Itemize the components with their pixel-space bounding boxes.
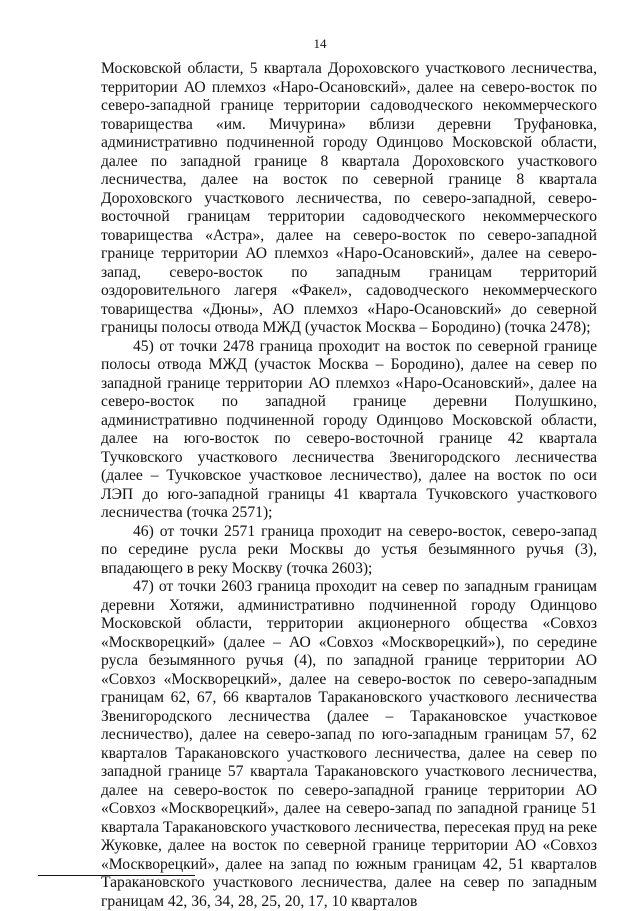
paragraph-item-46: 46) от точки 2571 граница проходит на северо-восток, северо-запад по середине русла реки Москвы до устья безымянного ручья (3), впадающего в реку Москву (точка 2603); [101,522,597,577]
footnote-separator [38,875,195,876]
paragraph-continuation: Московской области, 5 квартала Дороховского участкового лесничества, территории АО племхоз «Наро-Осановский», далее на северо-восток по северо-западной границе территории садоводческого некоммерческого товарищества «им. Мичурина» вблизи деревни Труфановка, административно подчиненной городу Одинцово Московской области, далее по западной границе 8 квартала Дороховского участкового лесничества, далее на восток по северной границе 8 квартала Дороховского участкового лесничества, по северо-западной, северо-восточной границам территории садоводческого некоммерческого товарищества «Астра», далее на северо-восток по северо-западной границе территории АО племхоз «Наро-Осановский», далее на северо-запад, северо-восток по западным границам территорий оздоровительного лагеря «Факел», садоводческого некоммерческого товарищества «Дюны», АО племхоз «Наро-Осановский» до северной границы полосы отвода МЖД (участок Москва – Бородино) (точка 2478); [101,60,597,336]
document-body [101,60,597,911]
paragraph-item-47: 47) от точки 2603 граница проходит на север по западным границам деревни Хотяжи, административно подчиненной городу Одинцово Московской области, территории акционерного общества «Совхоз «Москворецкий» (далее – АО «Совхоз «Москворецкий»), по середине русла безымянного ручья (4), по западной границе территории АО «Совхоз «Москворецкий», далее на северо-восток по северо-западным границам 62, 67, 66 кварталов Таракановского участкового лесничества Звенигородского лесничества (далее – Таракановское участковое лесничество), далее на северо-запад по юго-западным границам 57, 62 кварталов Таракановского участкового лесничества, далее на север по западной границе 57 квартала Таракановского участкового лесничества, далее на северо-восток по северо-западной границе территории АО «Совхоз «Москворецкий», далее на северо-запад по западной границе 51 квартала Таракановского участкового лесничества, пересекая пруд на реке Жуковке, далее на восток по северной границе территории АО «Совхоз «Москворецкий», далее на запад по южным границам 42, 51 кварталов Таракановского участкового лесничества, далее на север по западным границам 42, 36, 34, 28, 25, 20, 17, 10 кварталов [101,578,597,910]
paragraph-item-45: 45) от точки 2478 граница проходит на восток по северной границе полосы отвода МЖД (участок Москва – Бородино), далее на север по западной границе территории АО племхоз «Наро-Осановский», далее на северо-восток по западной границе деревни Полушкино, административно подчиненной городу Одинцово Московской области, далее на юго-восток по северо-восточной границе 42 квартала Тучковского участкового лесничества Звенигородского лесничества (далее – Тучковское участковое лесничество), далее на восток по оси ЛЭП до юго-западной границы 41 квартала Тучковского участкового лесничества (точка 2571); [101,337,597,521]
page-number: 14 [313,36,327,51]
